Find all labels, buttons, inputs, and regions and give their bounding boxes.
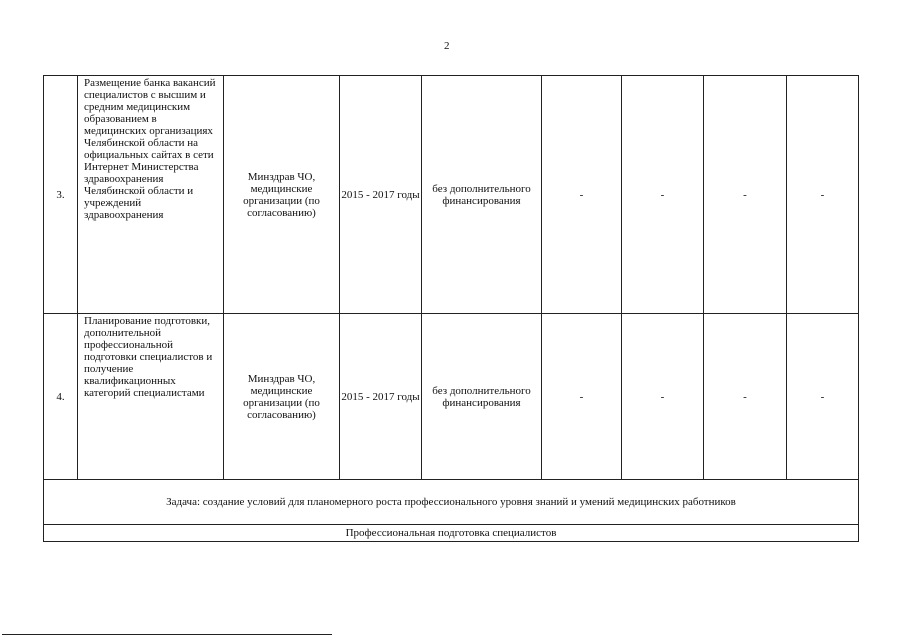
measure-name: Планирование подготовки, дополнительной профессиональной подготовки специалистов и получение квалификационных категорий специалистами [78,314,224,480]
value-cell: - [542,76,622,314]
value-cell: - [622,76,704,314]
funding-cell: без дополнительного финансирования [422,314,542,480]
value-cell: - [704,76,787,314]
period-cell: 2015 - 2017 годы [340,314,422,480]
section-row [44,525,859,542]
value-cell: - [704,314,787,480]
value-cell: - [542,314,622,480]
value-cell: - [787,314,859,480]
section-heading: Профессиональная подготовка специалистов [44,525,859,542]
measure-name: Размещение банка вакансий специалистов с высшим и средним медицинским образованием в медицинских организациях Челябинской области на официальных сайтах в сети Интернет Министерства здравоохранения Челябинской области и учреждений здравоохранения [78,76,224,314]
period-cell: 2015 - 2017 годы [340,76,422,314]
executor-cell: Минздрав ЧО, медицинские организации (по согласованию) [224,76,340,314]
row-number: 3. [44,76,78,314]
task-heading: Задача: создание условий для планомерного роста профессионального уровня знаний и умений медицинских работников [44,480,859,525]
value-cell: - [787,76,859,314]
page-number: 2 [444,40,450,52]
row-number: 4. [44,314,78,480]
footnote-divider [2,634,332,635]
table-row [44,76,859,314]
task-row [44,480,859,525]
measures-table [43,75,859,542]
value-cell: - [622,314,704,480]
table-row [44,314,859,480]
funding-cell: без дополнительного финансирования [422,76,542,314]
executor-cell: Минздрав ЧО, медицинские организации (по согласованию) [224,314,340,480]
